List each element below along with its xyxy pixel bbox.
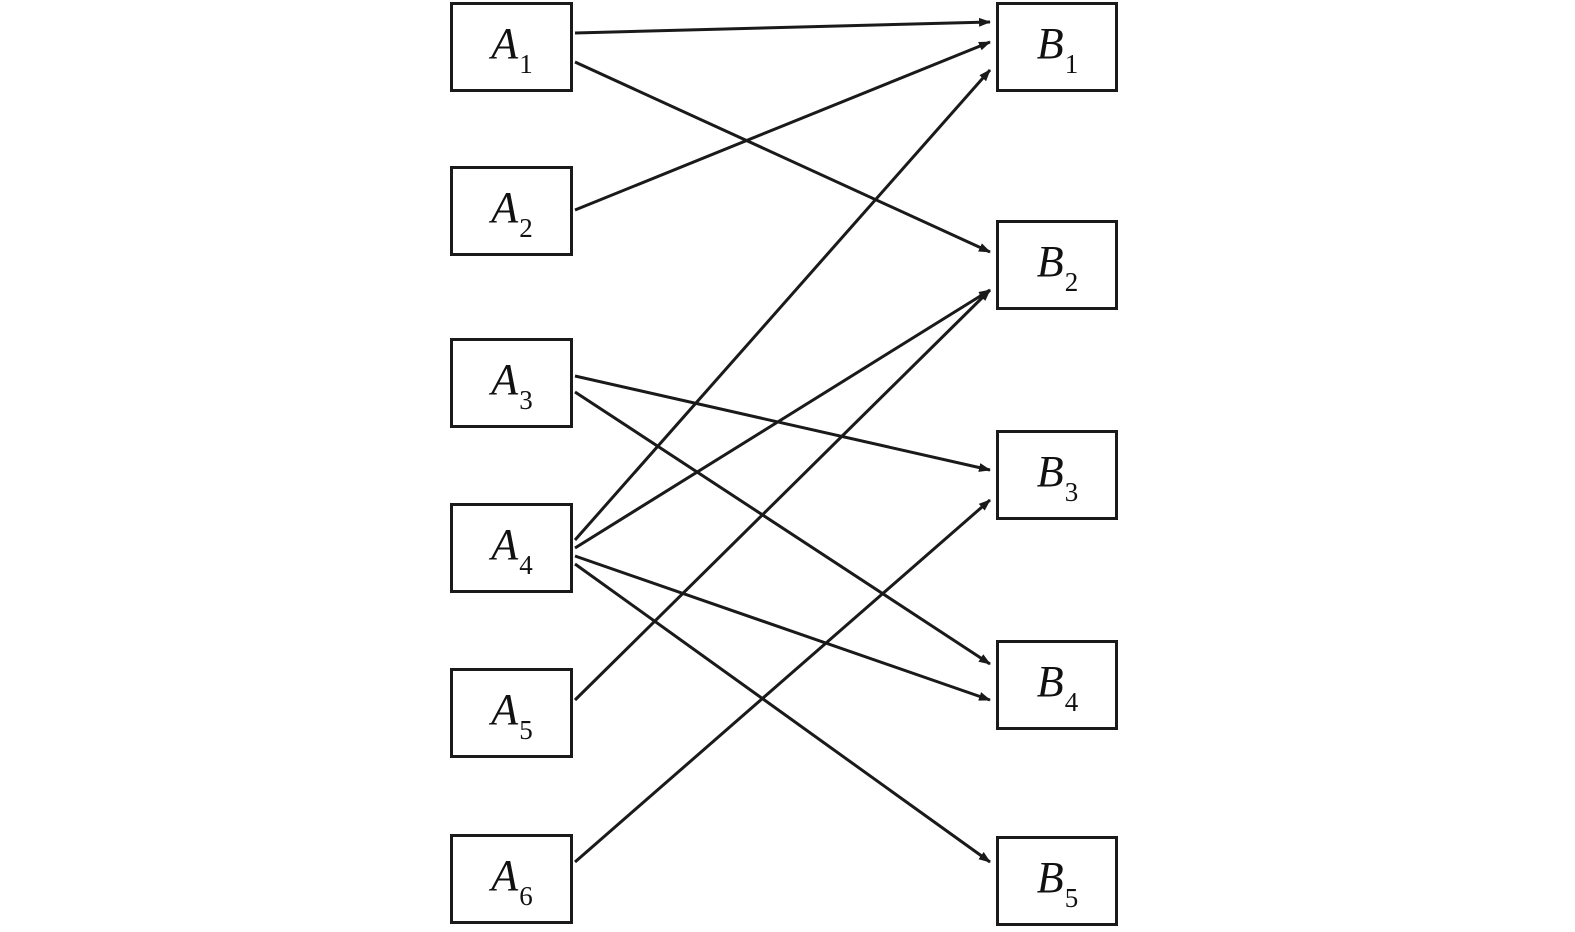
edges-group xyxy=(575,22,990,862)
edge-a4-to-b1 xyxy=(575,70,990,540)
node-b4[interactable] xyxy=(996,640,1118,730)
node-b5[interactable] xyxy=(996,836,1118,926)
node-label-a1: $A_1$ xyxy=(491,18,533,80)
edge-a1-to-b2 xyxy=(575,62,990,252)
node-a3[interactable] xyxy=(450,338,573,428)
edge-a3-to-b3 xyxy=(575,376,990,470)
node-label-b3: $B_3$ xyxy=(1036,446,1079,508)
edge-a4-to-b4 xyxy=(575,556,990,700)
node-label-b1: $B_1$ xyxy=(1036,18,1079,80)
node-label-a2: $A_2$ xyxy=(491,182,533,244)
node-a1[interactable] xyxy=(450,2,573,92)
node-b3[interactable] xyxy=(996,430,1118,520)
node-label-a5: $A_5$ xyxy=(491,684,533,746)
node-subscript-b5: 5 xyxy=(1064,883,1079,914)
node-subscript-a5: 5 xyxy=(519,715,533,746)
node-a5[interactable] xyxy=(450,668,573,758)
edge-a5-to-b2 xyxy=(575,290,990,700)
edge-a4-to-b2 xyxy=(575,290,990,548)
node-subscript-a6: 6 xyxy=(519,881,533,912)
node-label-b4: $B_4$ xyxy=(1036,656,1079,718)
node-b2[interactable] xyxy=(996,220,1118,310)
node-subscript-a1: 1 xyxy=(519,49,533,80)
node-subscript-a2: 2 xyxy=(519,213,533,244)
node-subscript-b1: 1 xyxy=(1064,49,1079,80)
edge-a3-to-b4 xyxy=(575,392,990,664)
node-subscript-b3: 3 xyxy=(1064,477,1079,508)
node-b1[interactable] xyxy=(996,2,1118,92)
node-a4[interactable] xyxy=(450,503,573,593)
node-subscript-b4: 4 xyxy=(1064,687,1079,718)
node-a6[interactable] xyxy=(450,834,573,924)
node-label-b2: $B_2$ xyxy=(1036,236,1079,298)
node-label-b5: $B_5$ xyxy=(1036,852,1079,914)
node-label-a4: $A_4$ xyxy=(491,519,533,581)
node-subscript-b2: 2 xyxy=(1064,267,1079,298)
edge-a2-to-b1 xyxy=(575,42,990,210)
node-label-a6: $A_6$ xyxy=(491,850,533,912)
edge-a6-to-b3 xyxy=(575,500,990,862)
edge-a4-to-b5 xyxy=(575,564,990,862)
node-subscript-a3: 3 xyxy=(519,385,533,416)
edge-a1-to-b1 xyxy=(575,22,990,33)
node-a2[interactable] xyxy=(450,166,573,256)
node-subscript-a4: 4 xyxy=(519,550,533,581)
node-label-a3: $A_3$ xyxy=(491,354,533,416)
